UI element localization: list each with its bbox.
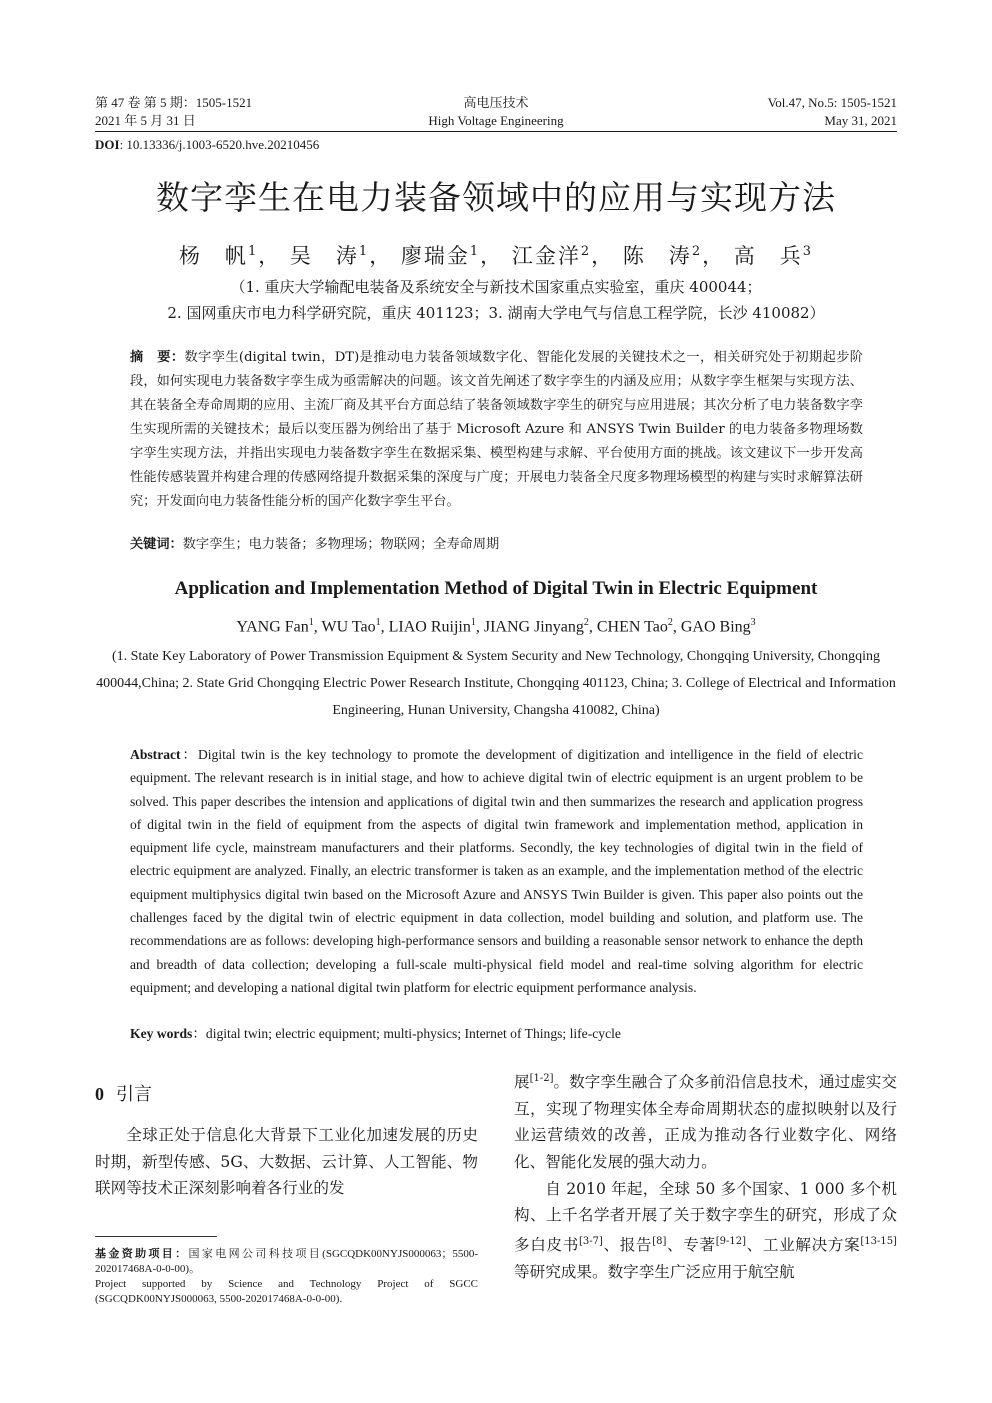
abstract-cn <box>130 346 863 514</box>
header-rule <box>95 131 897 132</box>
body-text: 、工业解决方案 <box>746 1235 861 1254</box>
author-en: JIANG Jinyang <box>483 618 584 636</box>
author-en: GAO Bing <box>680 618 751 636</box>
body-text: 等研究成果。数字孪生广泛应用于航空航 <box>514 1262 795 1281</box>
header-date-cn: 2021 年 5 月 31 日 <box>95 113 196 128</box>
citation[interactable]: [8] <box>652 1235 667 1247</box>
author-sup: 2 <box>580 244 592 259</box>
author-cn: 杨 帆 <box>178 244 248 268</box>
author-en: WU Tao <box>321 618 376 636</box>
affiliation-cn-line: （1. 重庆大学输配电装备及系统安全与新技术国家重点实验室，重庆 400044； <box>230 278 762 296</box>
abstract-en <box>130 743 863 999</box>
footnote <box>95 1246 478 1307</box>
abstract-cn-text: 数字孪生(digital twin，DT)是推动电力装备领域数字化、智能化发展的关键技术之一，相关研究处于初期起步阶段，如何实现电力装备数字孪生成为亟需解决的问题。该文首先阐述了数字孪生的内涵及应用；从数字孪生框架与实现方法、其在装备全寿命周期的应用、主流厂商及其平台方面总结了装备领域数字孪生的研究与应用进展；其次分析了电力装备数字孪生实现所需的关键技术；最后以变压器为例给出了基于 Microsoft Azure 和 ANSYS Twin Builder 的电力装备多物理场数字孪生实现方法，并指出实现电力装备数字孪生在数据采集、模型构建与求解、平台使用方面的挑战。该文建议下一步开发高性能传感装置并构建合理的传感网络提升数据采集的深度与广度；开展电力装备全尺度多物理场模型的构建与实时求解算法研究；开发面向电力装备性能分析的国产化数字孪生平台。 <box>130 350 863 509</box>
author-cn: 吴 涛 <box>289 244 359 268</box>
body-paragraph: 全球正处于信息化大背景下工业化加速发展的历史时期，新型传感、5G、大数据、云计算、人工智能、物联网等技术正深刻影响着各行业的发 <box>95 1126 478 1198</box>
author-sup: 1 <box>308 617 314 628</box>
header-journal-en: High Voltage Engineering <box>428 113 564 128</box>
header-row-top <box>95 94 897 112</box>
author-cn: 廖瑞金 <box>400 244 470 268</box>
doi-label: DOI <box>95 137 120 152</box>
author-sup: 2 <box>583 617 589 628</box>
author-cn: 高 兵 <box>733 244 803 268</box>
author-cn: 江金洋 <box>511 244 581 268</box>
header-volume-en: Vol.47, No.5: 1505-1521 <box>767 95 897 110</box>
keywords-cn <box>130 534 863 556</box>
author-sup: 1 <box>247 244 259 259</box>
section-heading <box>95 1080 152 1106</box>
header-journal-cn: 高电压技术 <box>463 95 529 110</box>
doi-value: : 10.13336/j.1003-6520.hve.20210456 <box>119 137 320 152</box>
author-sup: 1 <box>469 244 481 259</box>
citation[interactable]: [1-2] <box>529 1073 554 1084</box>
body-text: 、报告 <box>602 1235 653 1254</box>
author-en: CHEN Tao <box>596 618 668 636</box>
body-left-column <box>95 1122 478 1202</box>
author-sup: 1 <box>470 617 476 628</box>
author-sup: 3 <box>802 244 814 259</box>
citation[interactable]: [3-7] <box>578 1235 603 1247</box>
body-right-column <box>514 1066 897 1285</box>
keywords-cn-label: 关键词： <box>130 537 183 552</box>
footnote-rule <box>95 1236 217 1237</box>
body-text: 自 2010 年起，全球 50 多个国家、1 000 多个机构、上千名学者开展了关于数字孪生的研究，形成了众多白皮书 <box>514 1179 897 1254</box>
author-en: YANG Fan <box>236 618 309 636</box>
keywords-en-label: Key words <box>130 1026 193 1041</box>
title-cn: 数字孪生在电力装备领域中的应用与实现方法 <box>156 178 836 217</box>
affiliation-cn-line: 2. 国网重庆市电力科学研究院，重庆 401123；3. 湖南大学电气与信息工程学院，长沙 410082） <box>167 304 825 322</box>
abstract-en-label: Abstract <box>130 747 181 762</box>
header-volume-cn: 第 47 卷 第 5 期：1505-1521 <box>95 95 253 110</box>
running-header <box>95 94 897 132</box>
author-sup: 2 <box>667 617 673 628</box>
body-paragraph <box>514 1066 897 1176</box>
keywords-en-text: ：digital twin; electric equipment; multi-physics; Internet of Things; life-cycle <box>192 1026 621 1041</box>
abstract-en-text: ：Digital twin is the key technology to promote the development of digitization and intelligence in the field of electric equipment. The relevant research is in initial stage, and how to achieve digital twin of electric equipment is an urgent problem to be solved. This paper describes the intension and applications of digital twin and then summarizes the research and application progress of digital twin in the field of equipment from the aspects of digital twin framework and implementation method, application in equipment life cycle, mainstream manufacturers and their platforms. Secondly, the key technologies of digital twin in the field of electric equipment are analyzed. Finally, an electric transformer is taken as an example, and the implementation method of the electric equipment multiphysics digital twin based on the Microsoft Azure and ANSYS Twin Builder is given. This paper also points out the challenges faced by the digital twin of electric equipment in data collection, model building and solution, and platform use. The recommendations are as follows: developing high-performance sensors and building a reasonable sensor network to enhance the depth and breadth of data collection; developing a full-scale multi-physical field model and real-time solving algorithm for electric equipment; and developing a national digital twin platform for electric equipment performance analysis. <box>130 747 863 995</box>
footnote-cn-text: 国家电网公司科技项目(SGCQDK00NYJS000063；5500-202017468A-0-0-00)。 <box>95 1248 479 1275</box>
title-en: Application and Implementation Method of Digital Twin in Electric Equipment <box>174 578 818 599</box>
author-sup: 3 <box>750 617 756 628</box>
affiliations-en: (1. State Key Laboratory of Power Transmission Equipment & System Security and New Technology, Chongqing University, Chongqing 400044,China; 2. State Grid Chongqing Electric Power Research Institute, Chongqing 401123, China; 3. College of Electrical and Information Engineering, Hunan University, Changsha 410082, China) <box>96 649 896 718</box>
authors-cn: 杨 帆$^1$， 吴 涛$^1$， 廖瑞金$^1$， 江金洋$^2$， 陈 涛$^2$， 高 兵$^3$ <box>178 244 814 268</box>
keywords-cn-text: 数字孪生；电力装备；多物理场；物联网；全寿命周期 <box>182 537 500 552</box>
body-text: 。数字孪生融合了众多前沿信息技术，通过虚实交互，实现了物理实体全寿命周期状态的虚拟映射以及行业运营绩效的改善，正成为推动各行业数字化、网络化、智能化发展的强大动力。 <box>514 1073 897 1171</box>
author-sup: 1 <box>375 617 381 628</box>
authors-en: YANG Fan$^1$, WU Tao$^1$, LIAO Ruijin$^1$, JIANG Jinyang$^2$, CHEN Tao$^2$, GAO Bing$^3$ <box>236 617 756 636</box>
body-paragraph <box>514 1176 897 1286</box>
abstract-cn-label: 摘 要： <box>130 350 185 365</box>
keywords-en <box>130 1023 863 1045</box>
footnote-cn-label: 基金资助项目： <box>95 1247 189 1260</box>
header-row-bottom <box>95 112 897 130</box>
author-sup: 1 <box>358 244 370 259</box>
section-title: 引言 <box>116 1084 152 1105</box>
citation[interactable]: [9-12] <box>715 1235 747 1247</box>
header-date-en: May 31, 2021 <box>824 113 897 128</box>
affiliations-cn <box>95 274 897 326</box>
body-text: 、专著 <box>666 1235 716 1254</box>
section-number: 0 <box>95 1084 104 1104</box>
doi-line <box>95 137 319 153</box>
footnote-cn <box>95 1246 478 1277</box>
author-cn: 陈 涛 <box>622 244 692 268</box>
author-sup: 2 <box>691 244 703 259</box>
footnote-en: Project supported by Science and Technology Project of SGCC (SGCQDK00NYJS000063, 5500-202017468A-0-0-00). <box>95 1278 478 1305</box>
author-en: LIAO Ruijin <box>388 618 471 636</box>
body-text: 展 <box>514 1073 530 1092</box>
citation[interactable]: [13-15] <box>860 1235 897 1247</box>
